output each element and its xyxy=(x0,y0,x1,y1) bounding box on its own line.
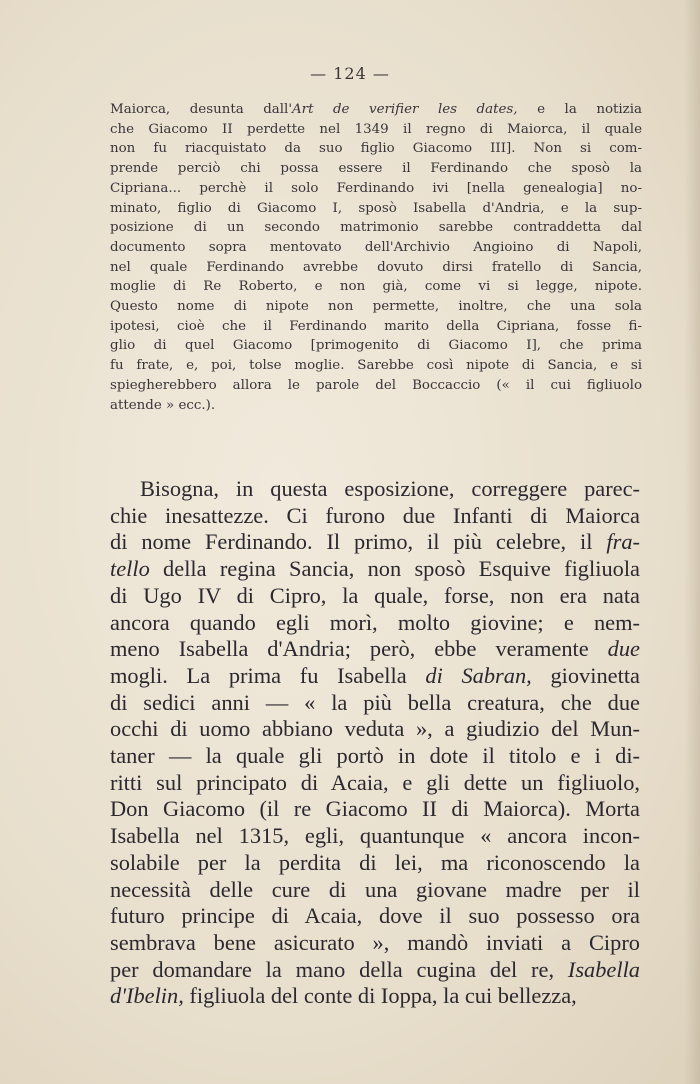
text-segment: non fu riacquistato da suo figlio Giacomo III]. Non si com- xyxy=(110,141,642,157)
text-segment: Bisogna, in questa esposizione, correggere parec- xyxy=(140,476,640,501)
footnote-line xyxy=(110,218,642,238)
page-edge-shadow xyxy=(684,0,700,1084)
text-segment: documento sopra mentovato dell'Archivio Angioino di Napoli, xyxy=(110,239,642,255)
text-segment: occhi di uomo abbiano veduta », a giudizio del Mun- xyxy=(110,716,640,742)
main-line xyxy=(110,983,640,1010)
main-line xyxy=(110,877,640,904)
page-number: — 124 — xyxy=(310,64,390,83)
main-line xyxy=(110,770,640,797)
text-segment: glio di quel Giacomo [primogenito di Giacomo I], che prima xyxy=(110,338,642,354)
main-line xyxy=(110,529,640,556)
text-segment: e la notizia xyxy=(517,102,642,117)
footnote-line xyxy=(110,258,642,278)
text-segment: taner — la quale gli portò in dote il titolo e i di- xyxy=(110,743,640,769)
italic-segment: Isabella xyxy=(567,956,640,982)
main-line xyxy=(110,930,640,957)
main-line xyxy=(110,610,640,637)
text-segment: moglie di Re Roberto, e non già, come vi si legge, nipote. xyxy=(110,279,642,295)
text-segment: posizione di un secondo matrimonio sarebbe contraddetta dal xyxy=(110,220,642,236)
text-segment: minato, figlio di Giacomo I, sposò Isabella d'Andria, e la sup- xyxy=(110,200,642,216)
text-segment: solabile per la perdita di lei, ma riconoscendo la xyxy=(110,849,640,875)
footnote-line xyxy=(110,139,642,159)
text-segment: spiegherebbero allora le parole del Boccaccio (« il cui figliuolo xyxy=(110,377,642,393)
text-segment: sembrava bene asicurato », mandò inviati a Cipro xyxy=(110,929,640,955)
footnote-line xyxy=(110,317,642,337)
italic-segment: tello xyxy=(110,556,150,582)
text-segment: per domandare la mano della cugina del re, xyxy=(110,956,568,982)
footnote-line xyxy=(110,356,642,376)
main-line xyxy=(110,743,640,770)
main-line xyxy=(110,690,640,717)
text-segment: fu frate, e, poi, tolse moglie. Sarebbe così nipote di Sancia, e si xyxy=(110,358,642,374)
main-line xyxy=(110,583,640,610)
footnote-line xyxy=(110,159,642,179)
footnote-line xyxy=(110,199,642,219)
footnote-line xyxy=(110,238,642,258)
text-segment: ritti sul principato di Acaia, e gli dette un figliuolo, xyxy=(110,769,640,795)
footnote-line xyxy=(110,376,642,396)
text-segment: prende perciò chi possa essere il Ferdinando che sposò la xyxy=(110,161,642,177)
text-segment: ancora quando egli morì, molto giovine; e nem- xyxy=(110,609,640,635)
text-segment: attende » ecc.). xyxy=(110,397,216,413)
main-line xyxy=(110,556,640,583)
main-line xyxy=(110,903,640,930)
main-text-block xyxy=(110,476,640,1010)
text-segment: nel quale Ferdinando avrebbe dovuto dirsi fratello di Sancia, xyxy=(110,259,642,275)
italic-segment: d'Ibelin, xyxy=(110,983,184,1009)
text-segment: che Giacomo II perdette nel 1349 il regno di Maiorca, il quale xyxy=(110,121,642,137)
text-segment: di sedici anni — « la più bella creatura, che due xyxy=(110,689,640,715)
text-segment: necessità delle cure di una giovane madre per il xyxy=(110,876,640,902)
text-segment: Cipriana... perchè il solo Ferdinando ivi [nella genealogia] no- xyxy=(110,180,642,196)
footnote-line xyxy=(110,179,642,199)
italic-segment: due xyxy=(607,636,640,662)
main-line xyxy=(110,636,640,663)
footnote-line xyxy=(110,277,642,297)
footnote-line xyxy=(110,336,642,356)
text-segment: della regina Sancia, non sposò Esquive figliuola xyxy=(149,556,640,582)
text-segment: di nome Ferdinando. Il primo, il più celebre, il xyxy=(110,529,607,555)
text-segment: Maiorca, desunta dall' xyxy=(110,102,293,117)
text-segment: Isabella nel 1315, egli, quantunque « ancora incon- xyxy=(110,823,640,849)
main-line xyxy=(110,796,640,823)
footnote-line xyxy=(110,100,642,120)
text-segment: mogli. La prima fu Isabella xyxy=(110,662,426,688)
footnote-block xyxy=(110,100,642,415)
main-line xyxy=(110,663,640,690)
main-line xyxy=(110,716,640,743)
text-segment: di Ugo IV di Cipro, la quale, forse, non era nata xyxy=(110,582,640,608)
italic-segment: Art de verifier les dates, xyxy=(292,102,518,117)
text-segment: figliuola del conte di Ioppa, la cui bellezza, xyxy=(183,983,577,1009)
italic-segment: di Sabran, xyxy=(425,662,532,688)
main-line xyxy=(110,476,640,503)
footnote-line xyxy=(110,396,642,416)
text-segment: Questo nome di nipote non permette, inoltre, che una sola xyxy=(110,299,642,315)
text-segment: futuro principe di Acaia, dove il suo possesso ora xyxy=(110,903,640,929)
italic-segment: fra- xyxy=(606,529,640,555)
text-segment: Don Giacomo (il re Giacomo II di Maiorca). Morta xyxy=(110,796,640,822)
main-line xyxy=(110,823,640,850)
text-segment: ipotesi, cioè che il Ferdinando marito della Cipriana, fosse fi- xyxy=(110,318,642,334)
text-segment: giovinetta xyxy=(531,662,640,688)
main-line xyxy=(110,850,640,877)
main-line xyxy=(110,503,640,530)
main-line xyxy=(110,957,640,984)
text-segment: chie inesattezze. Ci furono due Infanti di Maiorca xyxy=(110,502,640,528)
footnote-line xyxy=(110,120,642,140)
footnote-line xyxy=(110,297,642,317)
text-segment: meno Isabella d'Andria; però, ebbe veramente xyxy=(110,636,608,662)
